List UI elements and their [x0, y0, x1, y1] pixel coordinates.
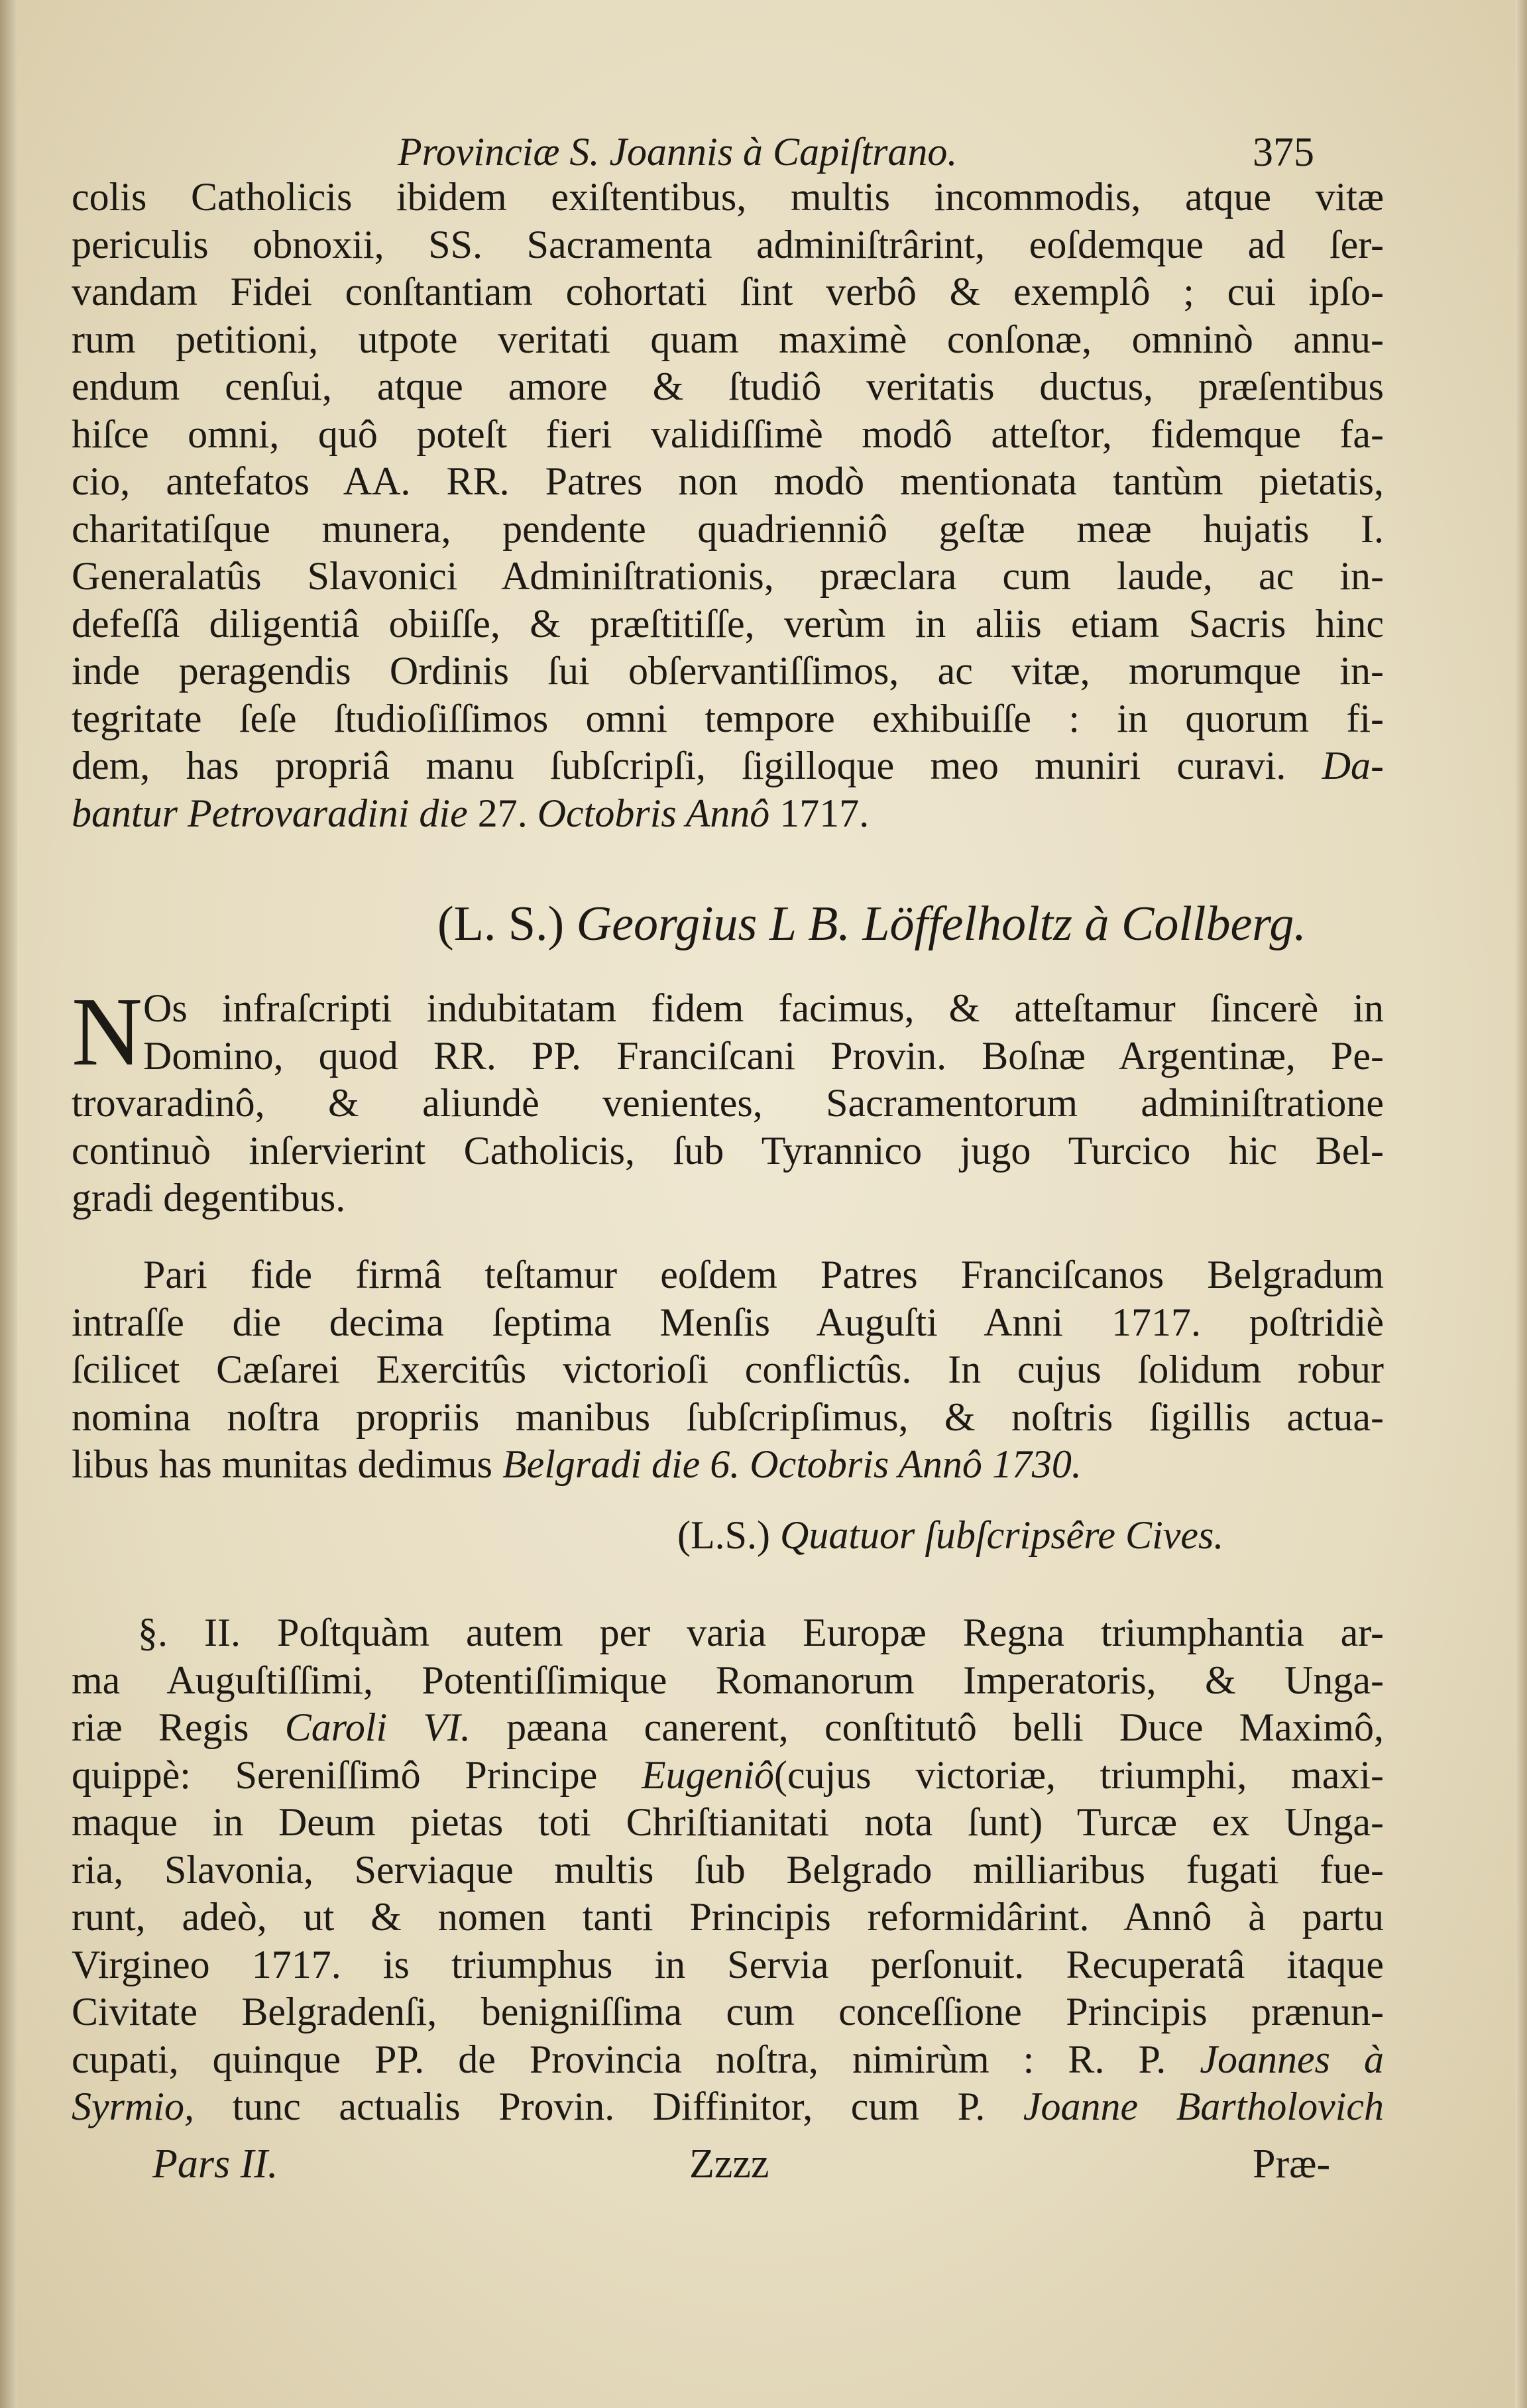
- text-line: §. II. Poſtquàm autem per varia Europæ Regna triumphantia ar-: [138, 1611, 1384, 1654]
- seal-mark: (L.S.): [677, 1513, 770, 1557]
- italic-name: Caroli VI.: [284, 1705, 471, 1749]
- text-line: Domino, quod RR. PP. Franciſcani Provin. Boſnæ Argentinæ, Pe-: [143, 1033, 1384, 1078]
- dating-italic: Belgradi die 6. Octobris Annô 1730.: [502, 1442, 1082, 1486]
- text-line: tegritate ſeſe ſtudioſiſſimos omni tempore exhibuiſſe : in quorum fi-: [72, 696, 1384, 740]
- signature-mark: Zzzz: [689, 2142, 769, 2187]
- text-line: Civitate Belgradenſi, benigniſſima cum conceſſione Principis prænun-: [72, 1990, 1384, 2034]
- text-line: [72, 2036, 1384, 2084]
- dating-italic: Octobris Annô: [537, 791, 770, 835]
- text-line: gradi degentibus.: [72, 1176, 346, 1220]
- text-line: ſcilicet Cæſarei Exercitûs victorioſi conflictûs. In cujus ſolidum robur: [72, 1347, 1384, 1391]
- italic-name: Joannes à: [1200, 2037, 1384, 2081]
- text-line: ma Auguſtiſſimi, Potentiſſimique Romanorum Imperatoris, & Unga-: [72, 1658, 1384, 1702]
- text-segment: libus has munitas dedimus: [72, 1442, 492, 1486]
- text-line: hiſce omni, quô poteſt fieri validiſſimè modô atteſtor, fidemque fa-: [72, 412, 1384, 456]
- page-number: 375: [1253, 130, 1314, 175]
- text-segment: riæ Regis: [72, 1705, 249, 1749]
- seal-mark: (L. S.): [437, 897, 565, 951]
- text-line: Generalatûs Slavonici Adminiſtrationis, præclara cum laude, ac in-: [72, 554, 1384, 598]
- text-segment: tunc actualis Provin. Diffinitor, cum P.: [232, 2085, 986, 2128]
- page-edge-left: [0, 0, 17, 2408]
- text-line: endum cenſui, atque amore & ſtudiô veritatis ductus, præſentibus: [72, 365, 1384, 408]
- text-line: continuò inſervierint Catholicis, ſub Tyrannico jugo Turcico hic Bel-: [72, 1128, 1384, 1173]
- running-head: Provinciæ S. Joannis à Capiſtrano.: [398, 130, 958, 174]
- text-line: [72, 742, 1384, 790]
- catchword: Præ-: [1253, 2142, 1331, 2187]
- text-line: runt, adeò, ut & nomen tanti Principis reformidârint. Annô à partu: [72, 1895, 1384, 1939]
- signature-2: [677, 1513, 1223, 1558]
- volume-part: Pars II.: [152, 2142, 278, 2187]
- dating-line: [72, 790, 1384, 838]
- text-line: vandam Fidei conſtantiam cohortati ſint verbô & exemplô ; cui ipſo-: [72, 270, 1384, 314]
- page-edge-right: [1515, 0, 1527, 2408]
- text-segment: quippè: Sereniſſimô Principe: [72, 1752, 598, 1797]
- text-line: [72, 2083, 1384, 2131]
- text-line: cio, antefatos AA. RR. Patres non modò mentionata tantùm pietatis,: [72, 459, 1384, 503]
- text-segment: pæana canerent, conſtitutô belli Duce Maximô,: [506, 1705, 1384, 1749]
- text-line: ria, Slavonia, Serviaque multis ſub Belgrado milliaribus fugati fue-: [72, 1847, 1384, 1892]
- text-line: trovaradinô, & aliundè venientes, Sacramentorum adminiſtratione: [72, 1081, 1384, 1125]
- text-line: colis Catholicis ibidem exiſtentibus, multis incommodis, atque vitæ: [72, 175, 1384, 219]
- text-line: rum petitioni, utpote veritati quam maximè conſonæ, omninò annu-: [72, 317, 1384, 361]
- text-segment: cupati, quinque PP. de Provincia noſtra, nimirùm : R. P.: [72, 2037, 1166, 2081]
- text-line: defeſſâ diligentiâ obiiſſe, & præſtitiſſe, verùm in aliis etiam Sacris hinc: [72, 601, 1384, 646]
- dating-italic: Da-: [1322, 744, 1385, 787]
- drop-capital: N: [72, 978, 142, 1086]
- text-line: charitatiſque munera, pendente quadrienniô geſtæ meæ hujatis I.: [72, 506, 1384, 551]
- paragraph-2: [72, 978, 1384, 1222]
- text-line: nomina noſtra propriis manibus ſubſcripſimus, & noſtris ſigillis actua-: [72, 1395, 1384, 1439]
- text-line: intraſſe die decima ſeptima Menſis Auguſti Anni 1717. poſtridiè: [72, 1300, 1384, 1344]
- paragraph-1: [72, 174, 1384, 837]
- text-line: maque in Deum pietas toti Chriſtianitati nota ſunt) Turcæ ex Unga-: [72, 1800, 1384, 1844]
- text-line: Virgineo 1717. is triumphus in Servia perſonuit. Recuperatâ itaque: [72, 1942, 1384, 1986]
- dating-italic: bantur Petrovaradini die: [72, 791, 468, 835]
- text-line: Os infraſcripti indubitatam fidem facimus, & atteſtamur ſincerè in: [143, 986, 1384, 1030]
- signatory-name: Georgius L B. Löffelholtz à Collberg.: [576, 897, 1306, 951]
- paragraph-3: [72, 1251, 1384, 1489]
- signatories-note: Quatuor ſubſcripsêre Cives.: [779, 1513, 1224, 1557]
- text-line: [72, 1752, 1384, 1800]
- dating-day: 27.: [477, 791, 528, 835]
- text-line: Pari fide firmâ teſtamur eoſdem Patres Franciſcanos Belgradum: [143, 1253, 1384, 1296]
- page-footer: [152, 2141, 1352, 2194]
- dating-year: 1717.: [779, 791, 870, 835]
- paragraph-4: [72, 1609, 1384, 2131]
- italic-name: Syrmio,: [72, 2085, 194, 2128]
- text-line: [72, 1704, 1384, 1752]
- text-line: periculis obnoxii, SS. Sacramenta adminiſtrârint, eoſdemque ad ſer-: [72, 222, 1384, 266]
- italic-name: Eugeniô: [642, 1752, 774, 1797]
- signature-1: [437, 896, 1306, 952]
- text-line: inde peragendis Ordinis ſui obſervantiſſimos, ac vitæ, morumque in-: [72, 649, 1384, 693]
- text-segment: dem, has propriâ manu ſubſcripſi, ſigilloque meo muniri curavi.: [72, 744, 1286, 787]
- page-header: [73, 129, 1372, 176]
- text-segment: (cujus victoriæ, triumphi, maxi-: [773, 1752, 1384, 1797]
- text-line: [72, 1441, 1384, 1489]
- italic-name: Joanne Bartholovich: [1023, 2085, 1385, 2128]
